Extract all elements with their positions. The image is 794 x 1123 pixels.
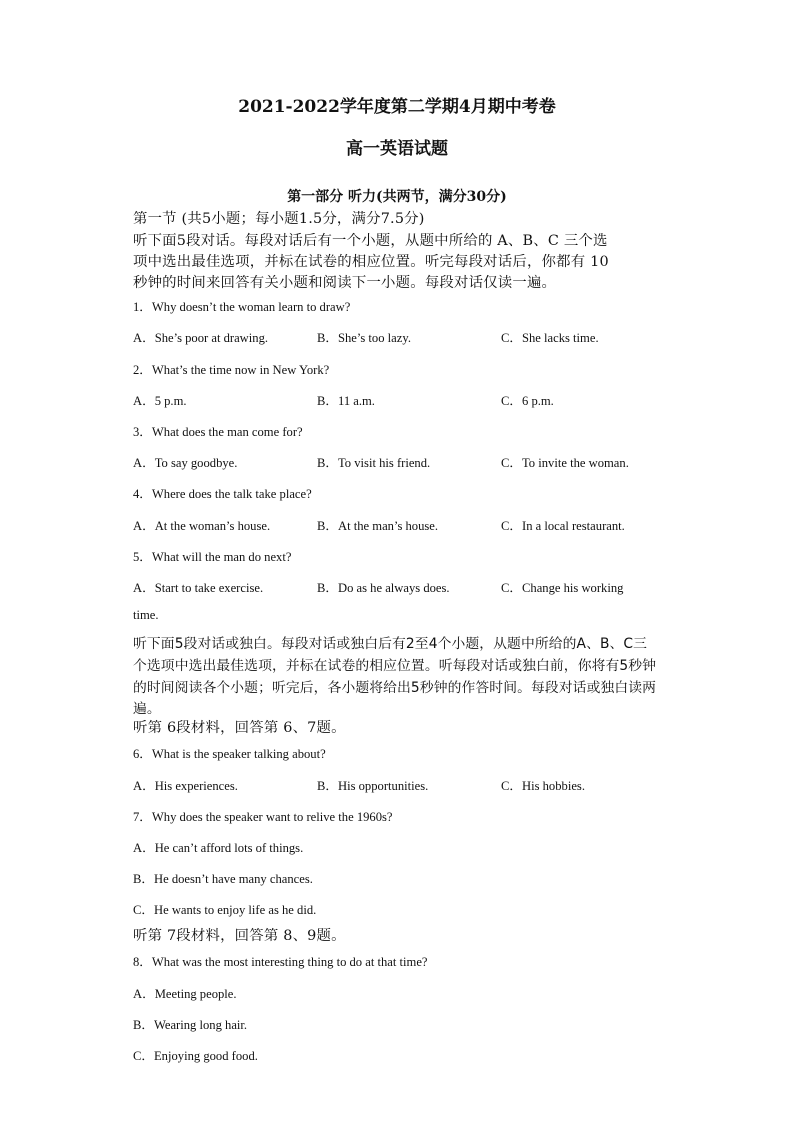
option-b: B．At the man’s house. (317, 519, 439, 533)
option-c: C．She lacks time. (501, 331, 599, 345)
option-a: A．At the woman’s house. (133, 519, 271, 533)
option-b: B．11 a.m. (317, 394, 375, 408)
section2-instruction-line: 遍。 (133, 701, 161, 717)
question-stem: 7．Why does the speaker want to relive the 1960s? (133, 810, 393, 824)
option-a: A．5 p.m. (133, 394, 187, 408)
option-a: A．His experiences. (133, 779, 238, 793)
question-stem: 8．What was the most interesting thing to do at that time? (133, 955, 428, 969)
section2-instruction-line: 个选项中选出最佳选项，并标在试卷的相应位置。听每段对话或独白前，你将有5秒钟 (133, 658, 657, 674)
section1-instruction-line: 项中选出最佳选项，并标在试卷的相应位置。听完每段对话后，你都有 10 (133, 254, 609, 270)
option-b: B．Wearing long hair. (133, 1018, 248, 1032)
option-c: C．His hobbies. (501, 779, 585, 793)
part1-title: 第一部分 听力(共两节，满分30分) (287, 189, 507, 205)
option-a: A．She’s poor at drawing. (133, 331, 269, 345)
option-a: A．He can’t afford lots of things. (133, 841, 304, 855)
question-stem: 2．What’s the time now in New York? (133, 363, 330, 377)
option-c: C．He wants to enjoy life as he did. (133, 903, 317, 917)
option-a: A．Meeting people. (133, 987, 237, 1001)
question-stem: 5．What will the man do next? (133, 550, 292, 564)
question-stem: 4．Where does the talk take place? (133, 487, 312, 501)
option-b: B．To visit his friend. (317, 456, 431, 470)
question-stem: 1．Why doesn’t the woman learn to draw? (133, 300, 351, 314)
option-a: A．Start to take exercise. (133, 581, 264, 595)
section1-instruction-line: 秒钟的时间来回答有关小题和阅读下一小题。每段对话仅读一遍。 (133, 275, 557, 291)
section1-heading: 第一节 (共5小题；每小题1.5分，满分7.5分) (133, 211, 425, 227)
option-c: C．To invite the woman. (501, 456, 629, 470)
option-b: B．He doesn’t have many chances. (133, 872, 313, 886)
option-a: A．To say goodbye. (133, 456, 238, 470)
section2-instruction-line: 的时间阅读各个小题；听完后，各小题将给出5秒钟的作答时间。每段对话或独白读两 (133, 680, 657, 696)
option-b: B．His opportunities. (317, 779, 429, 793)
exam-subtitle: 高一英语试题 (346, 139, 448, 159)
option-c: C．In a local restaurant. (501, 519, 625, 533)
option-c: C．Enjoying good food. (133, 1049, 258, 1063)
option-c: C．Change his working (501, 581, 624, 595)
option-c-continuation: time. (133, 608, 159, 622)
question-stem: 6．What is the speaker talking about? (133, 747, 326, 761)
exam-title: 2021-2022学年度第二学期4月期中考卷 (238, 97, 556, 117)
question-stem: 3．What does the man come for? (133, 425, 303, 439)
section2-instruction-line: 听下面5段对话或独白。每段对话或独白后有2至4个小题，从题中所给的A、B、C三 (133, 636, 648, 652)
material-heading: 听第 6段材料，回答第 6、7题。 (133, 720, 346, 736)
option-c: C．6 p.m. (501, 394, 554, 408)
option-b: B．Do as he always does. (317, 581, 450, 595)
section1-instruction-line: 听下面5段对话。每段对话后有一个小题，从题中所给的 A、B、C 三个选 (133, 233, 608, 249)
material-heading: 听第 7段材料，回答第 8、9题。 (133, 928, 346, 944)
option-b: B．She’s too lazy. (317, 331, 411, 345)
